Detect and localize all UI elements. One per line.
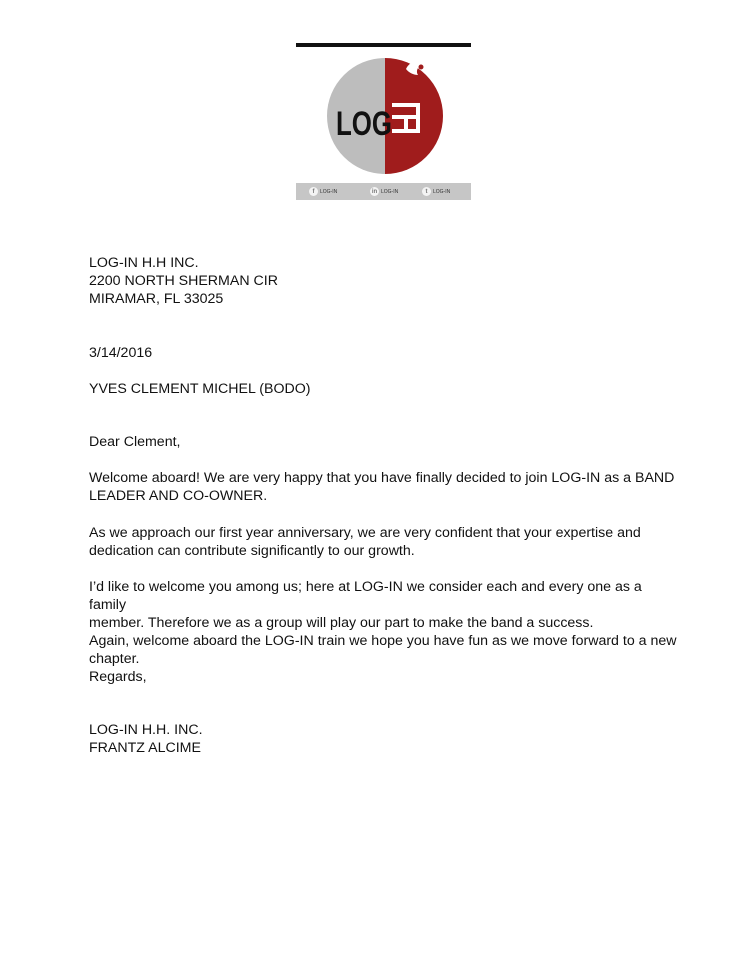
sender-company: LOG-IN H.H INC.	[89, 255, 199, 271]
signature-name: FRANTZ ALCIME	[89, 740, 201, 756]
signature-company: LOG-IN H.H. INC.	[89, 722, 203, 738]
body-paragraph-1: Welcome aboard! We are very happy that you have finally decided to join LOG-IN as a BAND LEADER AND CO-OWNER.	[89, 470, 675, 504]
letter-date: 3/14/2016	[89, 345, 153, 361]
twitter-icon: t	[422, 187, 431, 196]
linkedin-icon: in	[371, 188, 378, 195]
closing: Regards,	[89, 669, 147, 685]
logo-top-bar	[296, 43, 471, 47]
body-paragraph-3: I’d like to welcome you among us; here at LOG-IN we consider each and every one as a family member. Therefore we as a group will play our part to make the band a success. Again, welcome aboard the LOG-IN train we hope you have fun as we move forward to a new chapter.	[89, 579, 677, 667]
social-item-facebook: f LOG-IN	[309, 187, 337, 196]
body-paragraph-2: As we approach our first year anniversary, we are very confident that your expertise and dedication can contribute significantly to our growth.	[89, 525, 641, 559]
sender-street: 2200 NORTH SHERMAN CIR	[89, 273, 278, 289]
recipient-name: YVES CLEMENT MICHEL (BODO)	[89, 381, 311, 397]
sender-city: MIRAMAR, FL 33025	[89, 291, 224, 307]
salutation: Dear Clement,	[89, 434, 181, 450]
signature-block	[89, 721, 679, 757]
sender-address	[89, 254, 679, 308]
social-item-linkedin: in LOG-IN	[371, 188, 399, 195]
facebook-icon: f	[309, 187, 318, 196]
logo-emblem	[324, 55, 446, 177]
logo-social-strip	[296, 183, 471, 200]
social-item-twitter: t LOG-IN	[422, 187, 450, 196]
company-logo	[296, 43, 471, 200]
logo-wordmark: LOG	[336, 105, 392, 143]
